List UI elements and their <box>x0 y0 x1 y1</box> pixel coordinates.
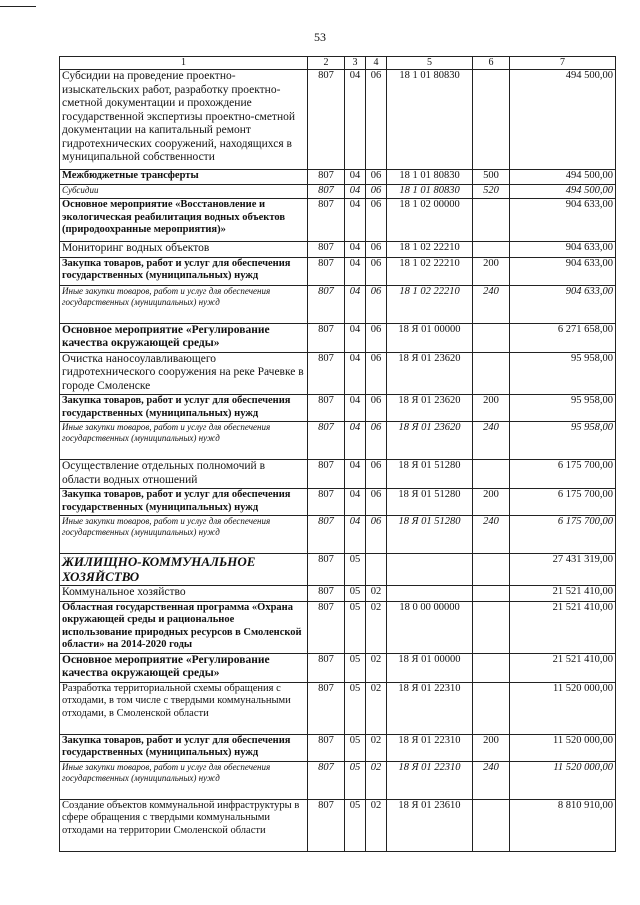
row-section-code: 05 <box>345 586 366 602</box>
row-amount: 6 175 700,00 <box>510 460 616 489</box>
row-section-code: 04 <box>345 285 366 323</box>
row-amount: 95 958,00 <box>510 422 616 460</box>
row-section-code: 04 <box>345 395 366 422</box>
row-target-code: 18 0 00 00000 <box>387 601 473 653</box>
header-cell: 1 <box>60 57 308 70</box>
row-ministry-code: 807 <box>308 586 345 602</box>
row-ministry-code: 807 <box>308 199 345 242</box>
row-expense-type: 520 <box>473 184 510 199</box>
row-section-code: 04 <box>345 70 366 170</box>
row-section-code: 05 <box>345 554 366 586</box>
row-ministry-code: 807 <box>308 653 345 682</box>
row-subsection-code: 02 <box>366 586 387 602</box>
header-cell: 5 <box>387 57 473 70</box>
row-section-code: 04 <box>345 489 366 516</box>
row-subsection-code: 06 <box>366 184 387 199</box>
header-cell: 3 <box>345 57 366 70</box>
row-name: Разработка территориальной схемы обращения с отходами, в том числе с твердыми коммунальными отходами, в Смоленской области <box>60 682 308 734</box>
row-subsection-code: 06 <box>366 516 387 554</box>
row-target-code: 18 Я 01 22310 <box>387 761 473 799</box>
row-expense-type <box>473 554 510 586</box>
row-name: Создание объектов коммунальной инфраструктуры в сфере обращения с твердыми коммунальными отходами на территории Смоленской области <box>60 799 308 851</box>
row-expense-type <box>473 199 510 242</box>
row-subsection-code: 06 <box>366 285 387 323</box>
row-amount: 6 175 700,00 <box>510 489 616 516</box>
row-target-code: 18 Я 01 23620 <box>387 395 473 422</box>
row-section-code: 04 <box>345 460 366 489</box>
row-ministry-code: 807 <box>308 352 345 395</box>
row-name: Закупка товаров, работ и услуг для обеспечения государственных (муниципальных) нужд <box>60 734 308 761</box>
row-section-code: 04 <box>345 422 366 460</box>
row-name: ЖИЛИЩНО-КОММУНАЛЬНОЕ ХОЗЯЙСТВО <box>60 554 308 586</box>
row-expense-type <box>473 586 510 602</box>
row-section-code: 04 <box>345 242 366 258</box>
row-name: Иные закупки товаров, работ и услуг для обеспечения государственных (муниципальных) нужд <box>60 761 308 799</box>
header-cell: 4 <box>366 57 387 70</box>
corner-mark <box>0 6 36 7</box>
table-row <box>60 170 616 185</box>
row-name: Субсидии <box>60 184 308 199</box>
row-section-code: 05 <box>345 761 366 799</box>
row-amount: 21 521 410,00 <box>510 653 616 682</box>
row-target-code: 18 1 01 80830 <box>387 184 473 199</box>
row-name: Очистка наносоулавливающего гидротехнического сооружения на реке Рачевке в городе Смоленске <box>60 352 308 395</box>
row-section-code: 05 <box>345 601 366 653</box>
row-section-code: 05 <box>345 799 366 851</box>
table-row <box>60 285 616 323</box>
row-subsection-code: 06 <box>366 460 387 489</box>
row-target-code: 18 1 01 80830 <box>387 70 473 170</box>
row-amount: 21 521 410,00 <box>510 601 616 653</box>
row-target-code: 18 Я 01 22310 <box>387 682 473 734</box>
row-subsection-code: 02 <box>366 682 387 734</box>
row-subsection-code: 06 <box>366 323 387 352</box>
row-expense-type <box>473 70 510 170</box>
row-subsection-code: 06 <box>366 199 387 242</box>
row-expense-type: 240 <box>473 285 510 323</box>
row-ministry-code: 807 <box>308 601 345 653</box>
row-section-code: 04 <box>345 170 366 185</box>
row-amount: 494 500,00 <box>510 170 616 185</box>
row-ministry-code: 807 <box>308 734 345 761</box>
row-expense-type: 200 <box>473 257 510 285</box>
row-subsection-code: 02 <box>366 734 387 761</box>
row-target-code <box>387 554 473 586</box>
row-expense-type <box>473 601 510 653</box>
row-amount: 904 633,00 <box>510 242 616 258</box>
row-section-code: 04 <box>345 257 366 285</box>
header-cell: 6 <box>473 57 510 70</box>
row-section-code: 05 <box>345 734 366 761</box>
row-name: Межбюджетные трансферты <box>60 170 308 185</box>
row-expense-type <box>473 242 510 258</box>
row-target-code: 18 1 02 22210 <box>387 285 473 323</box>
row-name: Основное мероприятие «Регулирование качества окружающей среды» <box>60 323 308 352</box>
row-subsection-code: 06 <box>366 170 387 185</box>
table-row <box>60 323 616 352</box>
row-name: Основное мероприятие «Восстановление и экологическая реабилитация водных объектов (природоохранные мероприятия)» <box>60 199 308 242</box>
row-name: Коммунальное хозяйство <box>60 586 308 602</box>
row-target-code: 18 Я 01 23610 <box>387 799 473 851</box>
table-row <box>60 554 616 586</box>
row-name: Иные закупки товаров, работ и услуг для обеспечения государственных (муниципальных) нужд <box>60 422 308 460</box>
table-row <box>60 682 616 734</box>
table-row <box>60 734 616 761</box>
row-ministry-code: 807 <box>308 395 345 422</box>
row-subsection-code: 06 <box>366 395 387 422</box>
row-ministry-code: 807 <box>308 554 345 586</box>
row-expense-type <box>473 682 510 734</box>
row-ministry-code: 807 <box>308 682 345 734</box>
row-name: Мониторинг водных объектов <box>60 242 308 258</box>
table-row <box>60 489 616 516</box>
row-target-code: 18 Я 01 23620 <box>387 422 473 460</box>
table-row <box>60 799 616 851</box>
row-section-code: 04 <box>345 184 366 199</box>
row-ministry-code: 807 <box>308 184 345 199</box>
row-name: Основное мероприятие «Регулирование качества окружающей среды» <box>60 653 308 682</box>
row-name: Закупка товаров, работ и услуг для обеспечения государственных (муниципальных) нужд <box>60 489 308 516</box>
row-section-code: 04 <box>345 516 366 554</box>
row-amount: 6 175 700,00 <box>510 516 616 554</box>
row-name: Иные закупки товаров, работ и услуг для обеспечения государственных (муниципальных) нужд <box>60 285 308 323</box>
table-row <box>60 257 616 285</box>
row-name: Закупка товаров, работ и услуг для обеспечения государственных (муниципальных) нужд <box>60 395 308 422</box>
table-row <box>60 184 616 199</box>
row-target-code: 18 Я 01 51280 <box>387 460 473 489</box>
row-subsection-code: 02 <box>366 761 387 799</box>
row-section-code: 05 <box>345 653 366 682</box>
row-expense-type: 200 <box>473 395 510 422</box>
row-expense-type: 240 <box>473 761 510 799</box>
table-row <box>60 460 616 489</box>
row-subsection-code: 06 <box>366 70 387 170</box>
row-target-code: 18 Я 01 51280 <box>387 489 473 516</box>
table-row <box>60 586 616 602</box>
table-row <box>60 422 616 460</box>
row-expense-type: 240 <box>473 422 510 460</box>
row-amount: 11 520 000,00 <box>510 682 616 734</box>
table-row <box>60 242 616 258</box>
row-amount: 6 271 658,00 <box>510 323 616 352</box>
row-expense-type <box>473 352 510 395</box>
row-target-code: 18 Я 01 00000 <box>387 653 473 682</box>
row-amount: 904 633,00 <box>510 199 616 242</box>
row-amount: 904 633,00 <box>510 285 616 323</box>
table-row <box>60 516 616 554</box>
row-target-code <box>387 586 473 602</box>
row-ministry-code: 807 <box>308 170 345 185</box>
row-subsection-code <box>366 554 387 586</box>
row-name: Иные закупки товаров, работ и услуг для обеспечения государственных (муниципальных) нужд <box>60 516 308 554</box>
row-name: Осуществление отдельных полномочий в области водных отношений <box>60 460 308 489</box>
row-amount: 11 520 000,00 <box>510 761 616 799</box>
row-amount: 494 500,00 <box>510 70 616 170</box>
row-subsection-code: 06 <box>366 352 387 395</box>
row-target-code: 18 Я 01 00000 <box>387 323 473 352</box>
row-ministry-code: 807 <box>308 70 345 170</box>
row-amount: 11 520 000,00 <box>510 734 616 761</box>
row-amount: 21 521 410,00 <box>510 586 616 602</box>
row-target-code: 18 1 02 22210 <box>387 242 473 258</box>
row-name: Субсидии на проведение проектно-изыскательских работ, разработку проектно-сметной документации и прохождение государственной экспертизы проектно-сметной документации на капитальный ремонт гидротехнических сооружений, находящихся в муниципальной собственности <box>60 70 308 170</box>
row-expense-type: 500 <box>473 170 510 185</box>
row-ministry-code: 807 <box>308 323 345 352</box>
row-subsection-code: 02 <box>366 653 387 682</box>
table-row <box>60 199 616 242</box>
table-row <box>60 653 616 682</box>
row-ministry-code: 807 <box>308 799 345 851</box>
row-section-code: 04 <box>345 352 366 395</box>
row-section-code: 04 <box>345 323 366 352</box>
row-expense-type <box>473 323 510 352</box>
table-row <box>60 70 616 170</box>
row-subsection-code: 06 <box>366 257 387 285</box>
row-target-code: 18 Я 01 23620 <box>387 352 473 395</box>
row-expense-type <box>473 799 510 851</box>
header-cell: 2 <box>308 57 345 70</box>
row-subsection-code: 02 <box>366 601 387 653</box>
row-section-code: 05 <box>345 682 366 734</box>
row-section-code: 04 <box>345 199 366 242</box>
row-expense-type: 200 <box>473 734 510 761</box>
row-amount: 95 958,00 <box>510 395 616 422</box>
row-subsection-code: 06 <box>366 489 387 516</box>
row-expense-type: 200 <box>473 489 510 516</box>
row-ministry-code: 807 <box>308 516 345 554</box>
row-ministry-code: 807 <box>308 489 345 516</box>
row-ministry-code: 807 <box>308 761 345 799</box>
row-expense-type <box>473 460 510 489</box>
row-amount: 494 500,00 <box>510 184 616 199</box>
row-target-code: 18 1 01 80830 <box>387 170 473 185</box>
row-subsection-code: 06 <box>366 422 387 460</box>
table-row <box>60 352 616 395</box>
row-ministry-code: 807 <box>308 257 345 285</box>
row-target-code: 18 Я 01 51280 <box>387 516 473 554</box>
row-subsection-code: 06 <box>366 242 387 258</box>
table-row <box>60 601 616 653</box>
row-target-code: 18 1 02 00000 <box>387 199 473 242</box>
table-row <box>60 761 616 799</box>
row-target-code: 18 1 02 22210 <box>387 257 473 285</box>
row-expense-type <box>473 653 510 682</box>
row-amount: 904 633,00 <box>510 257 616 285</box>
header-cell: 7 <box>510 57 616 70</box>
row-amount: 27 431 319,00 <box>510 554 616 586</box>
table-header-row <box>60 57 616 70</box>
row-subsection-code: 02 <box>366 799 387 851</box>
table-row <box>60 395 616 422</box>
row-name: Областная государственная программа «Охрана окружающей среды и рациональное использование природных ресурсов в Смоленской области» на 2014-2020 годы <box>60 601 308 653</box>
row-ministry-code: 807 <box>308 242 345 258</box>
row-ministry-code: 807 <box>308 285 345 323</box>
row-amount: 8 810 910,00 <box>510 799 616 851</box>
row-ministry-code: 807 <box>308 422 345 460</box>
row-target-code: 18 Я 01 22310 <box>387 734 473 761</box>
row-expense-type: 240 <box>473 516 510 554</box>
budget-table <box>59 56 616 852</box>
row-ministry-code: 807 <box>308 460 345 489</box>
row-name: Закупка товаров, работ и услуг для обеспечения государственных (муниципальных) нужд <box>60 257 308 285</box>
page-number: 53 <box>314 30 326 44</box>
row-amount: 95 958,00 <box>510 352 616 395</box>
